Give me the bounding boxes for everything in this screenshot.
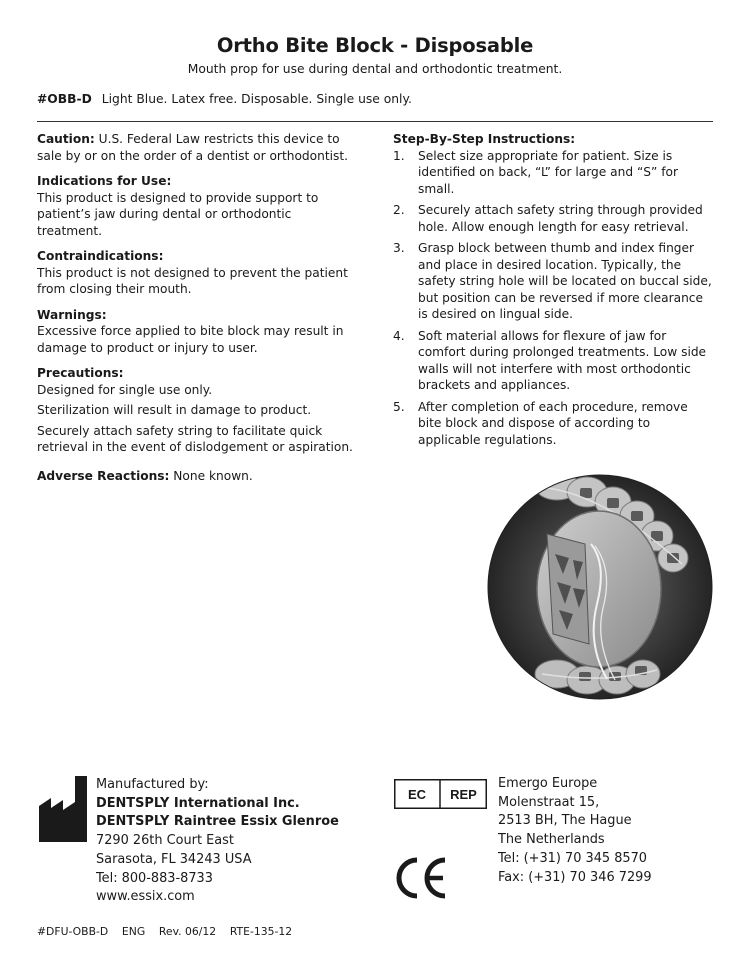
eu-representative-block [498,775,652,887]
factory-icon [37,776,89,842]
indications-text: This product is designed to provide support to patient’s jaw during dental or orthodontic treatment. [37,190,319,238]
steps-list [393,148,715,449]
caution-section [37,131,359,164]
step-number: 4. [393,328,405,343]
step-item [393,240,715,323]
document-footer: #DFU-OBB-D ENG Rev. 06/12 RTE-135-12 [37,925,293,938]
contraindications-text: This product is not designed to prevent the patient from closing their mouth. [37,265,348,296]
manufacturer-label: Manufactured by: [96,777,209,792]
rep-label: REP [450,787,477,802]
ec-rep-icon [394,779,487,809]
adverse-reactions-text: None known. [169,468,253,483]
product-code: #OBB-D [37,92,92,106]
step-text: Securely attach safety string through provided hole. Allow enough length for easy retrieval. [418,203,703,234]
step-number: 2. [393,203,405,217]
step-text: Grasp block between thumb and index finger and place in desired location. Typically, the safety string hole will be located on buccal side, but position can be reversed if more clearance is desired on lingual side. [418,241,712,321]
step-number: 3. [393,241,405,255]
step-text: Select size appropriate for patient. Size is identified on back, “L” for large and “S” for small. [418,148,678,196]
rep-fax: Fax: (+31) 70 346 7299 [498,869,652,885]
page-title: Ortho Bite Block - Disposable [216,34,534,57]
step-number: 5. [393,399,405,414]
adverse-reactions-section [37,468,359,485]
manufacturer-website: www.essix.com [96,889,195,905]
step-number: 1. [393,148,405,163]
step-item [393,399,715,449]
caution-label: Caution: [37,132,95,146]
page-subtitle: Mouth prop for use during dental and orthodontic treatment. [187,62,563,76]
rep-name: Emergo Europe [498,776,598,791]
rep-city: 2513 BH, The Hague [498,813,632,829]
rep-country: The Netherlands [498,832,605,848]
manufacturer-tel: Tel: 800-883-8733 [96,870,213,886]
left-column [37,131,359,493]
header-divider [37,121,713,122]
warnings-heading: Warnings: [37,307,107,322]
warnings-section [37,307,359,357]
manufacturer-block [96,776,339,907]
ce-mark-icon [393,856,451,900]
steps-heading: Step-By-Step Instructions: [393,132,576,146]
manufacturer-address-1: 7290 26th Court East [96,833,234,849]
rep-street: Molenstraat 15, [498,794,600,810]
precaution-item: Sterilization will result in damage to product. [37,403,312,417]
contraindications-heading: Contraindications: [37,249,164,263]
manufacturer-address-2: Sarasota, FL 34243 USA [96,851,252,867]
product-line [37,92,412,106]
right-column [393,131,715,453]
manufacturer-company-2: DENTSPLY Raintree Essix Glenroe [96,814,339,830]
contraindications-section [37,248,359,298]
warnings-text: Excessive force applied to bite block may result in damage to product or injury to user. [37,324,344,355]
step-text: After completion of each procedure, remove bite block and dispose of according to applicable regulations. [418,399,688,447]
rep-tel: Tel: (+31) 70 345 8570 [498,850,648,866]
caution-text: U.S. Federal Law restricts this device to sale by or on the order of a dentist or orthodontist. [37,132,348,163]
bite-block-photo [487,474,713,700]
adverse-reactions-label: Adverse Reactions: [37,468,170,483]
precautions-section [37,365,359,456]
precaution-item: Designed for single use only. [37,382,213,397]
ec-label: EC [407,787,427,802]
product-description: Light Blue. Latex free. Disposable. Single use only. [101,92,412,106]
indications-heading: Indications for Use: [37,174,172,188]
step-text: Soft material allows for flexure of jaw for comfort during prolonged treatments. Low side walls will not interfere with most orthodontic brackets and appliances. [418,328,707,392]
step-item [393,202,715,235]
precaution-item: Securely attach safety string to facilitate quick retrieval in the event of dislodgement or aspiration. [37,423,353,454]
step-item [393,328,715,394]
precautions-heading: Precautions: [37,366,124,380]
step-item [393,148,715,198]
indications-section [37,173,359,239]
manufacturer-company-1: DENTSPLY International Inc. [96,795,300,811]
